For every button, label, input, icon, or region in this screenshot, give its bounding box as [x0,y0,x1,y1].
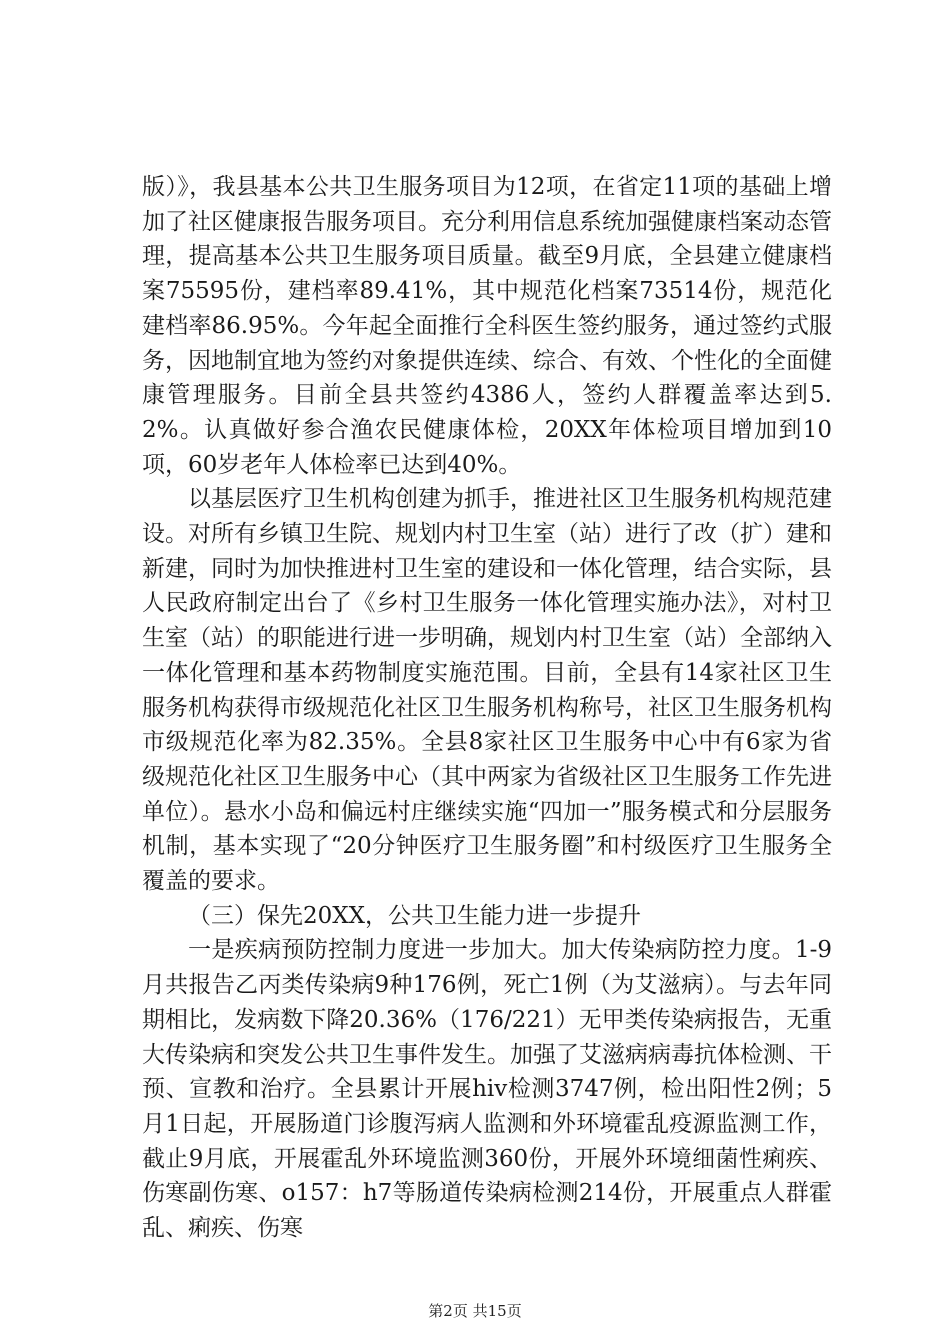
paragraph-disease-control: 一是疾病预防控制力度进一步加大。加大传染病防控力度。1-9月共报告乙丙类传染病9种176例，死亡1例（为艾滋病）。与去年同期相比，发病数下降20.36%（176/221）无甲类传染病报告，无重大传染病和突发公共卫生事件发生。加强了艾滋病病毒抗体检测、干预、宣教和治疗。全县累计开展hiv检测3747例，检出阳性2例；5月1日起，开展肠道门诊腹泻病人监测和外环境霍乱疫源监测工作，截止9月底，开展霍乱外环境监测360份，开展外环境细菌性痢疾、伤寒副伤寒、o157：h7等肠道传染病检测214份，开展重点人群霍乱、痢疾、伤寒 [142,937,832,1242]
section-heading-public-health: （三）保先20XX，公共卫生能力进一步提升 [188,902,642,929]
paragraph-primary-care-construction: 以基层医疗卫生机构创建为抓手，推进社区卫生服务机构规范建设。对所有乡镇卫生院、规划内村卫生室（站）进行了改（扩）建和新建，同时为加快推进村卫生室的建设和一体化管理，结合实际，县人民政府制定出台了《乡村卫生服务一体化管理实施办法》，对村卫生室（站）的职能进行进一步明确，规划内村卫生室（站）全部纳入一体化管理和基本药物制度实施范围。目前，全县有14家社区卫生服务机构获得市级规范化社区卫生服务机构称号，社区卫生服务机构市级规范化率为82.35%。全县8家社区卫生服务中心中有6家为省级规范化社区卫生服务中心（其中两家为省级社区卫生服务工作先进单位）。悬水小岛和偏远村庄继续实施“四加一”服务模式和分层服务机制，基本实现了“20分钟医疗卫生服务圈”和村级医疗卫生服务全覆盖的要求。 [142,486,832,895]
paragraph-health-records: 版）》，我县基本公共卫生服务项目为12项，在省定11项的基础上增加了社区健康报告服务项目。充分利用信息系统加强健康档案动态管理，提高基本公共卫生服务项目质量。截至9月底，全县建立健康档案75595份，建档率89.41%，其中规范化档案73514份，规范化建档率86.95%。今年起全面推行全科医生签约服务，通过签约式服务，因地制宜地为签约对象提供连续、综合、有效、个性化的全面健康管理服务。目前全县共签约4386人，签约人群覆盖率达到5.2%。认真做好参合渔农民健康体检，20XX年体检项目增加到10项，60岁老年人体检率已达到40%。 [142,174,832,478]
page-footer: 第2页 共15页 [428,1302,522,1320]
document-body [142,170,832,1246]
